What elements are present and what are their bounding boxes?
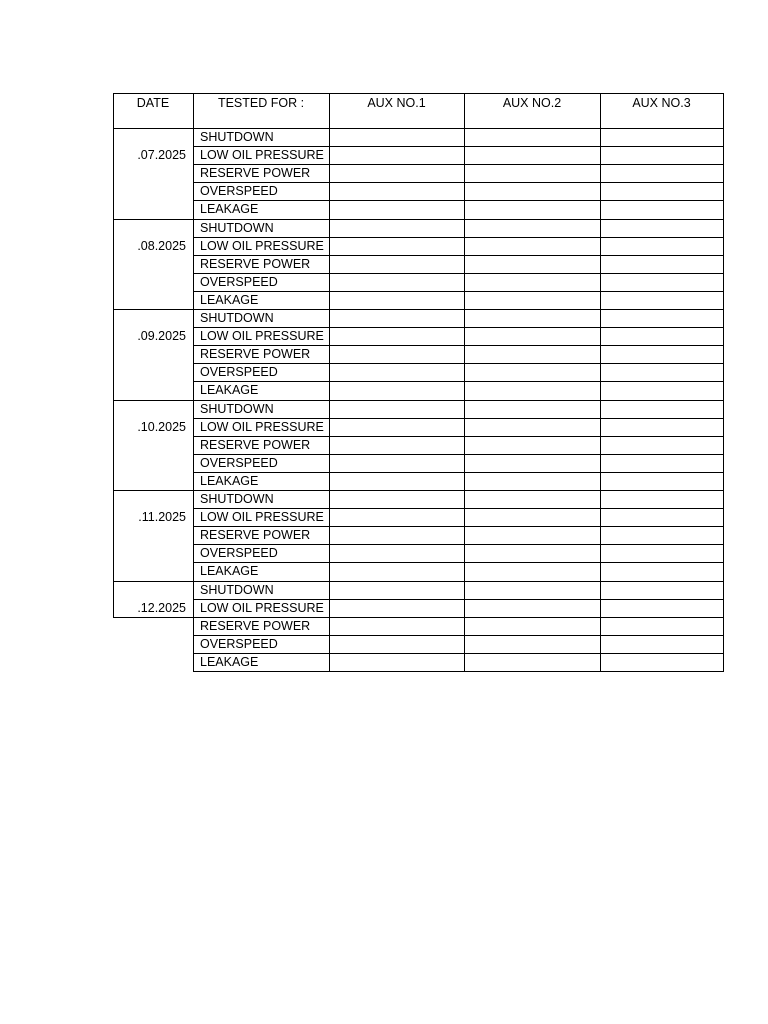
test-name-cell: LEAKAGE [200, 474, 259, 488]
test-name-cell: SHUTDOWN [200, 583, 274, 597]
test-name-cell: RESERVE POWER [200, 257, 311, 271]
test-name-cell: RESERVE POWER [200, 347, 311, 361]
header-aux-3: AUX NO.3 [632, 96, 691, 110]
column-divider [464, 93, 465, 672]
row-divider [193, 381, 724, 382]
row-divider [193, 472, 724, 473]
test-name-cell: OVERSPEED [200, 456, 278, 470]
header-aux-1: AUX NO.1 [367, 96, 426, 110]
date-column-bottom [113, 617, 194, 618]
test-name-cell: OVERSPEED [200, 546, 278, 560]
row-divider [193, 653, 724, 654]
test-name-cell: SHUTDOWN [200, 402, 274, 416]
column-divider [329, 93, 330, 672]
column-divider [723, 93, 724, 672]
test-name-cell: OVERSPEED [200, 184, 278, 198]
header-date: DATE [136, 96, 170, 110]
test-name-cell: OVERSPEED [200, 275, 278, 289]
test-name-cell: LEAKAGE [200, 383, 259, 397]
header-tested-for: TESTED FOR : [217, 96, 305, 110]
column-divider [600, 93, 601, 672]
test-name-cell: RESERVE POWER [200, 166, 311, 180]
test-name-cell: LEAKAGE [200, 293, 259, 307]
header-aux-2: AUX NO.2 [502, 96, 562, 110]
date-cell: .09.2025 [137, 329, 186, 343]
test-name-cell: LEAKAGE [200, 202, 259, 216]
row-divider [193, 200, 724, 201]
row-divider [193, 671, 724, 672]
test-name-cell: LOW OIL PRESSURE [200, 510, 324, 524]
test-name-cell: SHUTDOWN [200, 130, 274, 144]
left-border [113, 93, 114, 618]
test-name-cell: RESERVE POWER [200, 619, 311, 633]
column-divider [193, 93, 194, 672]
test-log-table [113, 93, 724, 670]
test-name-cell: SHUTDOWN [200, 492, 274, 506]
test-name-cell: LEAKAGE [200, 564, 259, 578]
test-name-cell: RESERVE POWER [200, 438, 311, 452]
date-cell: .11.2025 [138, 510, 186, 524]
test-name-cell: LEAKAGE [200, 655, 259, 669]
test-name-cell: OVERSPEED [200, 637, 278, 651]
date-cell: .08.2025 [137, 239, 186, 253]
test-name-cell: OVERSPEED [200, 365, 278, 379]
row-divider [193, 291, 724, 292]
test-name-cell: RESERVE POWER [200, 528, 311, 542]
test-name-cell: LOW OIL PRESSURE [200, 329, 324, 343]
test-name-cell: LOW OIL PRESSURE [200, 601, 324, 615]
date-cell: .07.2025 [137, 148, 186, 162]
test-name-cell: LOW OIL PRESSURE [200, 148, 324, 162]
test-name-cell: SHUTDOWN [200, 311, 274, 325]
test-name-cell: LOW OIL PRESSURE [200, 239, 324, 253]
date-cell: .10.2025 [137, 420, 186, 434]
test-name-cell: SHUTDOWN [200, 221, 274, 235]
test-name-cell: LOW OIL PRESSURE [200, 420, 324, 434]
date-cell: .12.2025 [137, 601, 186, 615]
row-divider [193, 562, 724, 563]
